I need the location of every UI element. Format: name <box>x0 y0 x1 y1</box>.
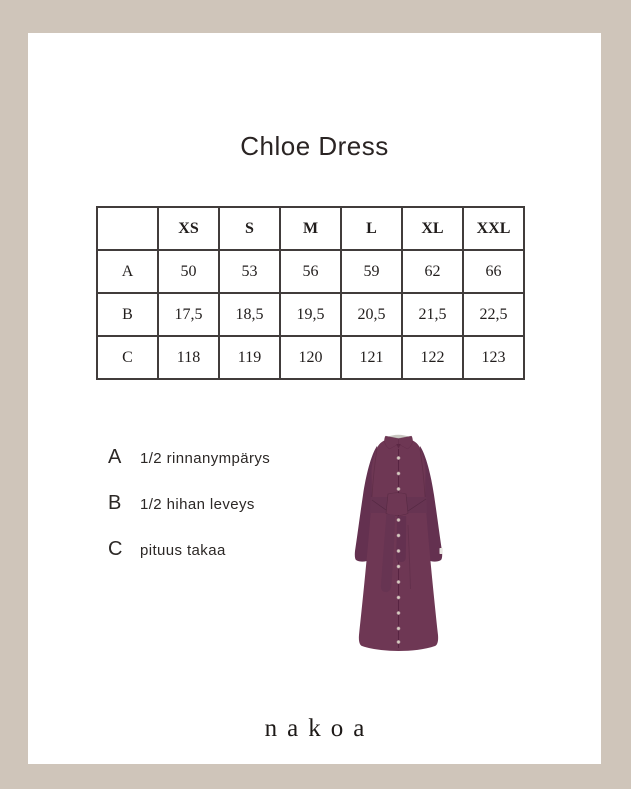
table-row-c <box>97 336 524 379</box>
legend-letter: C <box>108 538 123 560</box>
size-col-header: S <box>219 207 280 250</box>
size-value-cell: 19,5 <box>280 293 341 336</box>
size-value-cell: 20,5 <box>341 293 402 336</box>
size-col-header: L <box>341 207 402 250</box>
size-col-header: XS <box>158 207 219 250</box>
row-label: B <box>97 293 158 336</box>
size-guide-card <box>28 33 601 764</box>
size-value-cell: 62 <box>402 250 463 293</box>
size-value-cell: 66 <box>463 250 524 293</box>
dress-illustration <box>350 433 447 651</box>
size-value-cell: 50 <box>158 250 219 293</box>
legend-text: 1/2 rinnanympärys <box>140 450 271 467</box>
size-value-cell: 123 <box>463 336 524 379</box>
brand-logo: nakoa <box>264 715 375 742</box>
legend-text: 1/2 hihan leveys <box>140 496 255 513</box>
size-value-cell: 22,5 <box>463 293 524 336</box>
row-label: C <box>97 336 158 379</box>
size-value-cell: 18,5 <box>219 293 280 336</box>
size-chart-table <box>96 206 525 380</box>
legend-letter: A <box>108 446 122 468</box>
product-image-dress <box>350 433 447 651</box>
size-value-cell: 120 <box>280 336 341 379</box>
row-label: A <box>97 250 158 293</box>
size-col-header: M <box>280 207 341 250</box>
legend-item-a <box>108 446 270 466</box>
size-col-header: XXL <box>463 207 524 250</box>
size-value-cell: 53 <box>219 250 280 293</box>
page-title: Chloe Dress <box>240 131 389 161</box>
size-value-cell: 17,5 <box>158 293 219 336</box>
measurement-legend <box>108 446 270 584</box>
corner-cell <box>97 207 158 250</box>
legend-item-b <box>108 492 270 512</box>
size-col-header: XL <box>402 207 463 250</box>
legend-item-c <box>108 538 270 558</box>
table-header-row <box>97 207 524 250</box>
legend-letter: B <box>108 492 122 514</box>
size-value-cell: 118 <box>158 336 219 379</box>
size-value-cell: 21,5 <box>402 293 463 336</box>
size-value-cell: 122 <box>402 336 463 379</box>
table-row-a <box>97 250 524 293</box>
size-value-cell: 119 <box>219 336 280 379</box>
size-value-cell: 59 <box>341 250 402 293</box>
size-value-cell: 121 <box>341 336 402 379</box>
size-value-cell: 56 <box>280 250 341 293</box>
table-row-b <box>97 293 524 336</box>
legend-text: pituus takaa <box>140 542 226 559</box>
